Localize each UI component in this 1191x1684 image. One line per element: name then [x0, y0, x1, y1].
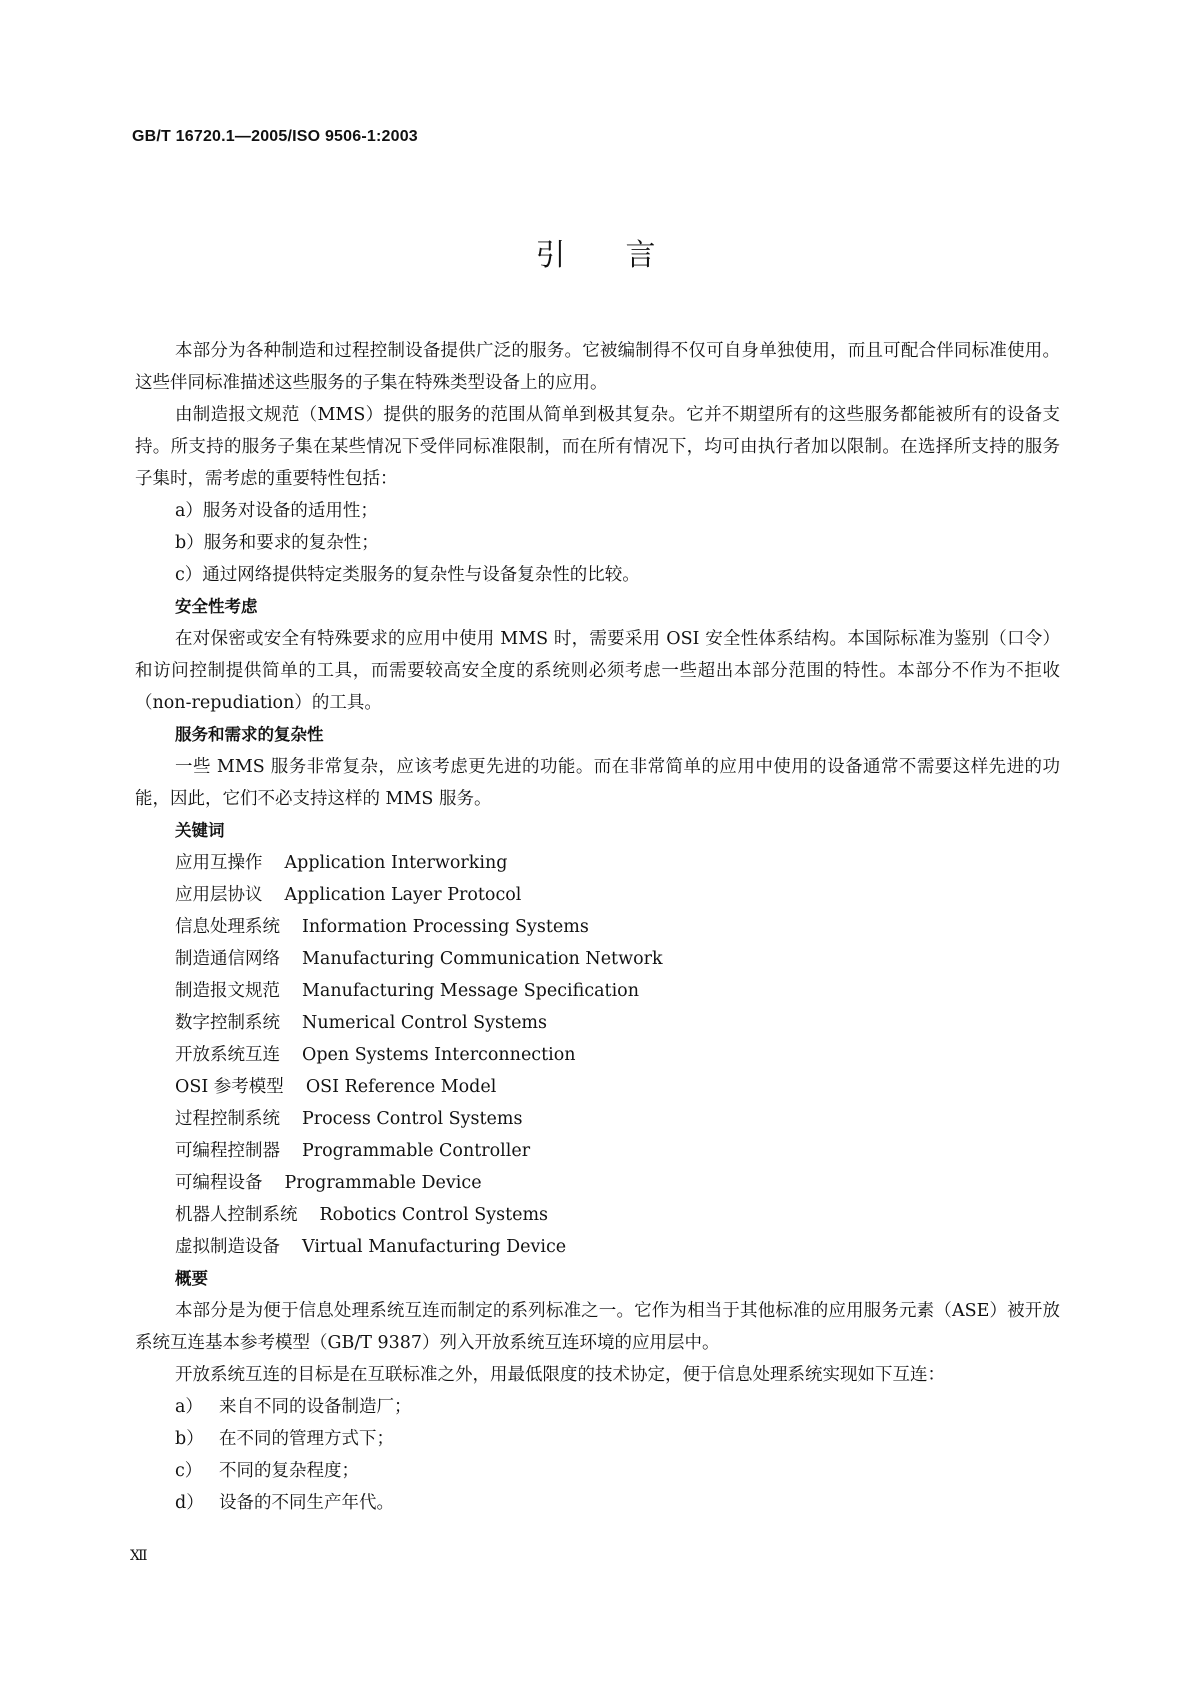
keyword-item	[135, 1039, 1060, 1071]
keyword-list	[135, 847, 1060, 1263]
keyword-zh: 开放系统互连	[175, 1045, 280, 1065]
keyword-en: Programmable Controller	[302, 1141, 531, 1161]
complexity-paragraph: 一些 MMS 服务非常复杂，应该考虑更先进的功能。而在非常简单的应用中使用的设备通常不需要这样先进的功能，因此，它们不必支持这样的 MMS 服务。	[135, 757, 1060, 809]
section-heading-complexity: 服务和需求的复杂性	[175, 725, 324, 744]
list-text: 在不同的管理方式下；	[219, 1429, 394, 1449]
keyword-zh: 机器人控制系统	[175, 1205, 298, 1225]
intro-paragraph-1: 本部分为各种制造和过程控制设备提供广泛的服务。它被编制得不仅可自身单独使用，而且可配合伴同标准使用。这些伴同标准描述这些服务的子集在特殊类型设备上的应用。	[135, 341, 1060, 393]
keyword-zh: OSI 参考模型	[175, 1077, 284, 1097]
overview-paragraph-2: 开放系统互连的目标是在互联标准之外，用最低限度的技术协定，便于信息处理系统实现如下互连：	[175, 1365, 945, 1385]
keyword-zh: 制造报文规范	[175, 981, 280, 1001]
keyword-item	[135, 1199, 1060, 1231]
keyword-zh: 制造通信网络	[175, 949, 280, 969]
intro-list-item: b）服务和要求的复杂性；	[175, 533, 379, 553]
section-heading-keywords: 关键词	[175, 821, 225, 840]
overview-list-item	[135, 1487, 1060, 1519]
keyword-item	[135, 975, 1060, 1007]
overview-list-item	[135, 1391, 1060, 1423]
intro-list-item: a）服务对设备的适用性；	[175, 501, 378, 521]
keyword-item	[135, 1167, 1060, 1199]
keyword-en: Application Layer Protocol	[284, 885, 522, 905]
keyword-zh: 应用互操作	[175, 853, 263, 873]
keyword-zh: 可编程控制器	[175, 1141, 280, 1161]
intro-paragraph-2: 由制造报文规范（MMS）提供的服务的范围从简单到极其复杂。它并不期望所有的这些服务都能被所有的设备支持。所支持的服务子集在某些情况下受伴同标准限制，而在所有情况下，均可由执行者加以限制。在选择所支持的服务子集时，需考虑的重要特性包括：	[135, 405, 1060, 489]
list-text: 来自不同的设备制造厂；	[219, 1397, 412, 1417]
keyword-item	[135, 847, 1060, 879]
keyword-zh: 可编程设备	[175, 1173, 263, 1193]
list-text: 不同的复杂程度；	[219, 1461, 359, 1481]
section-heading-security: 安全性考虑	[175, 597, 258, 616]
keyword-en: Process Control Systems	[302, 1109, 523, 1129]
keyword-en: Open Systems Interconnection	[302, 1045, 576, 1065]
keyword-en: Manufacturing Message Specification	[302, 981, 639, 1001]
keyword-en: Numerical Control Systems	[302, 1013, 547, 1033]
list-marker: a）	[175, 1397, 203, 1417]
section-heading-overview: 概要	[175, 1269, 208, 1288]
keyword-item	[135, 879, 1060, 911]
keyword-en: Robotics Control Systems	[319, 1205, 549, 1225]
keyword-item	[135, 1103, 1060, 1135]
standard-number-header: GB/T 16720.1—2005/ISO 9506-1:2003	[132, 128, 418, 145]
keyword-en: Information Processing Systems	[302, 917, 589, 937]
list-marker: c）	[175, 1461, 203, 1481]
keyword-item	[135, 911, 1060, 943]
keyword-en: OSI Reference Model	[305, 1077, 497, 1097]
keyword-item	[135, 1231, 1060, 1263]
page-number: Ⅻ	[130, 1548, 148, 1564]
document-body	[135, 335, 1060, 1519]
list-text: 设备的不同生产年代。	[219, 1493, 394, 1513]
keyword-zh: 应用层协议	[175, 885, 263, 905]
keyword-item	[135, 1007, 1060, 1039]
overview-list-item	[135, 1455, 1060, 1487]
list-marker: b）	[175, 1429, 204, 1449]
keyword-item	[135, 943, 1060, 975]
keyword-zh: 过程控制系统	[175, 1109, 280, 1129]
page-title: 引言	[535, 238, 716, 273]
keyword-en: Programmable Device	[284, 1173, 482, 1193]
keyword-item	[135, 1135, 1060, 1167]
keyword-zh: 数字控制系统	[175, 1013, 280, 1033]
keyword-en: Manufacturing Communication Network	[302, 949, 663, 969]
security-paragraph: 在对保密或安全有特殊要求的应用中使用 MMS 时，需要采用 OSI 安全性体系结构。本国际标准为鉴别（口令）和访问控制提供简单的工具，而需要较高安全度的系统则必须考虑一些超出本部分范围的特性。本部分不作为不拒收（non-repudiation）的工具。	[135, 629, 1060, 713]
keyword-en: Virtual Manufacturing Device	[302, 1237, 567, 1257]
keyword-item	[135, 1071, 1060, 1103]
keyword-en: Application Interworking	[284, 853, 508, 873]
overview-list-item	[135, 1423, 1060, 1455]
list-marker: d）	[175, 1493, 204, 1513]
keyword-zh: 虚拟制造设备	[175, 1237, 280, 1257]
keyword-zh: 信息处理系统	[175, 917, 280, 937]
intro-list-item: c）通过网络提供特定类服务的复杂性与设备复杂性的比较。	[175, 565, 640, 585]
overview-paragraph-1: 本部分是为便于信息处理系统互连而制定的系列标准之一。它作为相当于其他标准的应用服务元素（ASE）被开放系统互连基本参考模型（GB/T 9387）列入开放系统互连环境的应用层中。	[135, 1301, 1060, 1353]
